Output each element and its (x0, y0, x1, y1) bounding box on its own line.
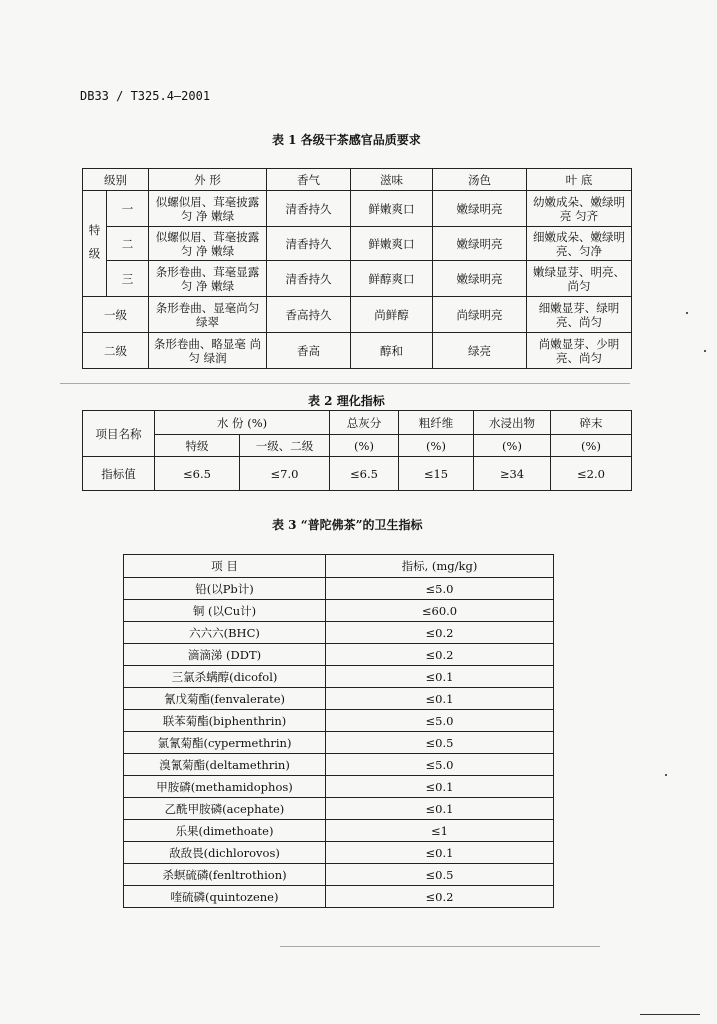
table1-aroma: 清香持久 (267, 227, 351, 261)
scan-noise-line (60, 383, 630, 384)
table2-physicochemical (82, 410, 632, 491)
table1-taste: 尚鲜醇 (351, 297, 433, 333)
table-row (124, 798, 554, 820)
table-row (124, 600, 554, 622)
table3-item: 溴氰菊酯(deltamethrin) (124, 754, 326, 776)
table-row (124, 710, 554, 732)
table2-header-grade12: 一级、二级 (240, 435, 330, 457)
table3-item: 铅(以Pb计) (124, 578, 326, 600)
table1-sensory-quality (82, 168, 632, 369)
table1-header-aroma: 香气 (267, 169, 351, 191)
table-row (124, 820, 554, 842)
table-row (124, 622, 554, 644)
table1-taste: 鲜嫩爽口 (351, 227, 433, 261)
table3-limit: ≤0.2 (326, 644, 554, 666)
table3-limit: ≤0.1 (326, 798, 554, 820)
table1-aroma: 香高持久 (267, 297, 351, 333)
table1-caption: 表 1 各级干茶感官品质要求 (272, 133, 421, 147)
table-row (83, 227, 632, 261)
table1-leaf: 细嫩成朵、嫩绿明亮、匀净 (527, 227, 632, 261)
table-row (83, 261, 632, 297)
table1-aroma: 清香持久 (267, 191, 351, 227)
table1-aroma: 清香持久 (267, 261, 351, 297)
table2-header-fiber: 粗纤维 (399, 411, 474, 435)
table1-shape: 似螺似眉、茸毫披露 匀 净 嫩绿 (149, 227, 267, 261)
table3-limit: ≤0.2 (326, 622, 554, 644)
table1-shape: 似螺似眉、茸毫披露 匀 净 嫩绿 (149, 191, 267, 227)
table3-item: 乙酰甲胺磷(acephate) (124, 798, 326, 820)
table1-header-grade: 级别 (83, 169, 149, 191)
table-row (124, 578, 554, 600)
table1-grade: 一级 (83, 297, 149, 333)
table3-limit: ≤60.0 (326, 600, 554, 622)
scan-speck (665, 774, 667, 776)
table1-color: 绿亮 (433, 333, 527, 369)
table3-limit: ≤5.0 (326, 710, 554, 732)
table3-item: 氰戊菊酯(fenvalerate) (124, 688, 326, 710)
scan-noise-line (640, 1014, 700, 1015)
table-row (124, 864, 554, 886)
table1-taste: 醇和 (351, 333, 433, 369)
table-row (124, 644, 554, 666)
table2-value: ≤15 (399, 457, 474, 491)
table-row (83, 457, 632, 491)
table3-limit: ≤0.5 (326, 864, 554, 886)
table-row (124, 688, 554, 710)
table2-header-item: 项目名称 (83, 411, 155, 457)
table1-leaf: 尚嫩显芽、少明亮、尚匀 (527, 333, 632, 369)
table-row (124, 732, 554, 754)
table2-caption: 表 2 理化指标 (308, 394, 385, 408)
table-row (124, 666, 554, 688)
table3-limit: ≤0.1 (326, 666, 554, 688)
table1-header-leaf: 叶 底 (527, 169, 632, 191)
table3-caption: 表 3 “普陀佛茶”的卫生指标 (272, 518, 423, 532)
table2-header-special: 特级 (155, 435, 240, 457)
table1-shape: 条形卷曲、略显毫 尚匀 绿润 (149, 333, 267, 369)
table3-item: 铜 (以Cu计) (124, 600, 326, 622)
table2-subheader-row (83, 435, 632, 457)
table3-item: 滴滴涕 (DDT) (124, 644, 326, 666)
table3-item: 敌敌畏(dichlorovos) (124, 842, 326, 864)
table-row (83, 191, 632, 227)
table3-item: 喹硫磷(quintozene) (124, 886, 326, 908)
table3-hygiene (123, 554, 554, 908)
table1-header-row (83, 169, 632, 191)
table2-value: ≤2.0 (551, 457, 632, 491)
table2-header-powder-unit: (%) (551, 435, 632, 457)
table1-grade: 二级 (83, 333, 149, 369)
table1-taste: 鲜嫩爽口 (351, 191, 433, 227)
table3-limit: ≤0.1 (326, 842, 554, 864)
table2-header-moisture: 水 份 (%) (155, 411, 330, 435)
scan-speck (686, 312, 688, 314)
table3-limit: ≤0.1 (326, 688, 554, 710)
table2-value: ≤6.5 (330, 457, 399, 491)
table2-row-label: 指标值 (83, 457, 155, 491)
table3-item: 联苯菊酯(biphenthrin) (124, 710, 326, 732)
table3-limit: ≤0.2 (326, 886, 554, 908)
table-row (124, 842, 554, 864)
table2-header-water-extract: 水浸出物 (474, 411, 551, 435)
table2-header-powder: 碎末 (551, 411, 632, 435)
table2-header-row (83, 411, 632, 435)
table3-limit: ≤5.0 (326, 754, 554, 776)
table3-limit: ≤0.1 (326, 776, 554, 798)
table3-item: 甲胺磷(methamidophos) (124, 776, 326, 798)
scan-speck (704, 350, 706, 352)
table2-header-water-extract-unit: (%) (474, 435, 551, 457)
table1-color: 嫩绿明亮 (433, 191, 527, 227)
table1-color: 尚绿明亮 (433, 297, 527, 333)
table1-shape: 条形卷曲、茸毫显露 匀 净 嫩绿 (149, 261, 267, 297)
table1-shape: 条形卷曲、显毫尚匀 绿翠 (149, 297, 267, 333)
scan-noise-line (280, 946, 600, 947)
table3-item: 三氯杀螨醇(dicofol) (124, 666, 326, 688)
table3-limit: ≤1 (326, 820, 554, 842)
table2-header-ash: 总灰分 (330, 411, 399, 435)
table1-leaf: 幼嫩成朵、嫩绿明亮 匀齐 (527, 191, 632, 227)
table3-item: 杀螟硫磷(fenltrothion) (124, 864, 326, 886)
table2-value: ≤7.0 (240, 457, 330, 491)
table2-header-ash-unit: (%) (330, 435, 399, 457)
table2-value: ≤6.5 (155, 457, 240, 491)
table1-grade: 二 (107, 227, 149, 261)
table3-header-item: 项 目 (124, 555, 326, 578)
table3-item: 氯氰菊酯(cypermethrin) (124, 732, 326, 754)
document-id: DB33 / T325.4—2001 (80, 89, 211, 103)
table-row (83, 297, 632, 333)
table3-item: 六六六(BHC) (124, 622, 326, 644)
table1-color: 嫩绿明亮 (433, 227, 527, 261)
table1-color: 嫩绿明亮 (433, 261, 527, 297)
table1-header-color: 汤色 (433, 169, 527, 191)
table1-aroma: 香高 (267, 333, 351, 369)
table-row (124, 776, 554, 798)
table3-item: 乐果(dimethoate) (124, 820, 326, 842)
table-row (83, 333, 632, 369)
table3-limit: ≤0.5 (326, 732, 554, 754)
table3-header-row (124, 555, 554, 578)
table1-leaf: 嫩绿显芽、明亮、尚匀 (527, 261, 632, 297)
table1-leaf: 细嫩显芽、绿明亮、尚匀 (527, 297, 632, 333)
table1-grade-special: 特 级 (83, 191, 107, 297)
table2-value: ≥34 (474, 457, 551, 491)
table-row (124, 754, 554, 776)
table1-taste: 鲜醇爽口 (351, 261, 433, 297)
table1-header-shape: 外 形 (149, 169, 267, 191)
table1-grade: 一 (107, 191, 149, 227)
table3-header-limit: 指标, (mg/kg) (326, 555, 554, 578)
table1-header-taste: 滋味 (351, 169, 433, 191)
table2-header-fiber-unit: (%) (399, 435, 474, 457)
table1-grade: 三 (107, 261, 149, 297)
table-row (124, 886, 554, 908)
table3-limit: ≤5.0 (326, 578, 554, 600)
